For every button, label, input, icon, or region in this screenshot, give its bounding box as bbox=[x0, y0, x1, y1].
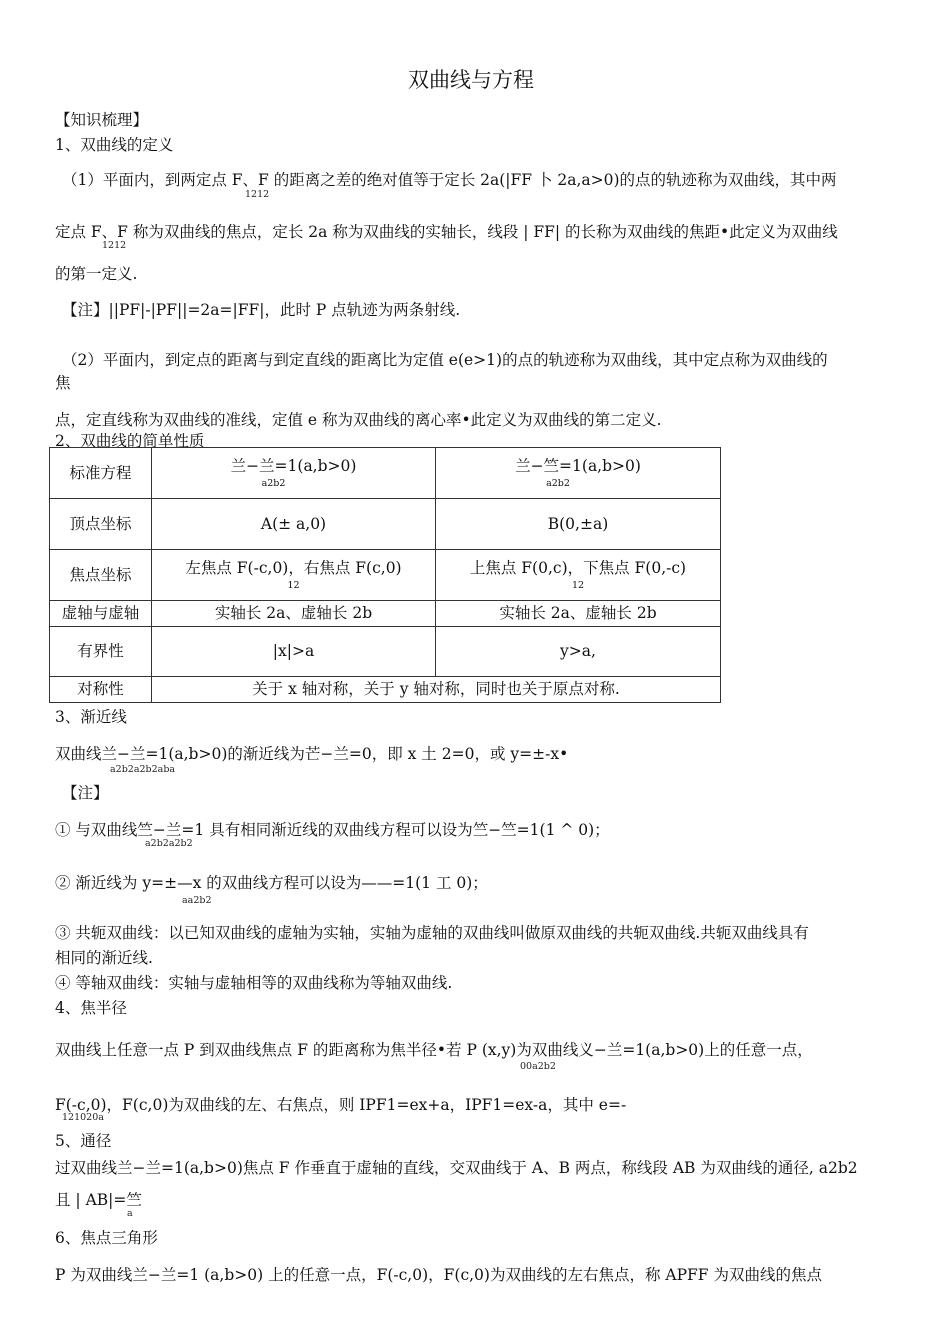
focal-radius-line-1-subscripts: 00a2b2 bbox=[520, 1061, 556, 1072]
latus-line-2-subscript: a bbox=[127, 1208, 133, 1219]
properties-table bbox=[49, 447, 721, 703]
asymptote-note-2-subscripts: aa2b2 bbox=[182, 895, 212, 906]
definition-2-line-2: 点，定直线称为双曲线的准线，定值 e 称为双曲线的离心率•此定义为双曲线的第二定义. bbox=[55, 411, 662, 429]
asymptote-line-1: 双曲线兰−兰=1(a,b>0)的渐近线为芒−兰=0，即 x 土 2=0，或 y=±-x• bbox=[55, 745, 569, 763]
cell-text: 上焦点 F(0,c)，下焦点 F(0,-c) bbox=[469, 558, 687, 577]
page-title: 双曲线与方程 bbox=[408, 68, 534, 92]
cell-subscript: 12 bbox=[571, 580, 585, 592]
row-label: 有界性 bbox=[50, 627, 152, 677]
table-row bbox=[50, 627, 721, 677]
cell-y-axis: B(0,±a) bbox=[436, 499, 721, 550]
cell-text: 左焦点 F(-c,0)，右焦点 F(c,0) bbox=[185, 558, 402, 577]
cell-x-axis bbox=[152, 550, 436, 601]
row-label: 标准方程 bbox=[50, 448, 152, 499]
section-5-heading: 5、通径 bbox=[55, 1132, 112, 1150]
focal-radius-line-2-subscripts: 121020a bbox=[62, 1112, 104, 1123]
definition-1-line-1-subscripts: 1212 bbox=[245, 189, 270, 200]
cell-text: 兰−竺=1(a,b>0) bbox=[515, 456, 641, 475]
asymptote-note-3b: 相同的渐近线. bbox=[55, 949, 153, 967]
definition-1-line-1: （1）平面内，到两定点 F、F 的距离之差的绝对值等于定长 2a(|FF 卜 2a,a>0)的点的轨迹称为双曲线，其中两 bbox=[62, 171, 837, 189]
note-1: 【注】||PF|-|PF||=2a=|FF|，此时 P 点轨迹为两条射线. bbox=[62, 301, 461, 319]
symmetry-value: 关于 x 轴对称，关于 y 轴对称，同时也关于原点对称. bbox=[152, 677, 721, 703]
asymptote-note-3a: ③ 共轭双曲线：以已知双曲线的虚轴为实轴，实轴为虚轴的双曲线叫做原双曲线的共轭双曲线.共轭双曲线具有 bbox=[55, 924, 809, 942]
knowledge-header: 【知识梳理】 bbox=[55, 111, 149, 129]
asymptote-line-1-subscripts: a2b2a2b2aba bbox=[110, 764, 176, 775]
row-label: 顶点坐标 bbox=[50, 499, 152, 550]
cell-subscript: a2b2 bbox=[546, 478, 570, 490]
table-row bbox=[50, 499, 721, 550]
section-3-heading: 3、渐近线 bbox=[55, 708, 127, 726]
cell-y-axis: 实轴长 2a、虚轴长 2b bbox=[436, 601, 721, 627]
asymptote-note-4: ④ 等轴双曲线：实轴与虚轴相等的双曲线称为等轴双曲线. bbox=[55, 974, 453, 992]
cell-y-axis: y>a, bbox=[436, 627, 721, 677]
section-1-heading: 1、双曲线的定义 bbox=[55, 136, 174, 154]
focal-radius-line-2: F(-c,0)，F(c,0)为双曲线的左、右焦点，则 IPF1=ex+a，IPF1=ex-a，其中 e=- bbox=[55, 1096, 627, 1114]
row-label: 虚轴与虚轴 bbox=[50, 601, 152, 627]
latus-line-2: 且 | AB|=竺 bbox=[55, 1191, 142, 1209]
table-row bbox=[50, 448, 721, 499]
table-row bbox=[50, 677, 721, 703]
cell-subscript: 12 bbox=[287, 580, 300, 592]
asymptote-note-2: ② 渐近线为 y=±—x 的双曲线方程可以设为——=1(1 工 0)； bbox=[55, 874, 488, 892]
cell-x-axis: A(± a,0) bbox=[152, 499, 436, 550]
row-label: 焦点坐标 bbox=[50, 550, 152, 601]
asymptote-note-header: 【注】 bbox=[62, 784, 109, 802]
cell-y-axis bbox=[436, 448, 721, 499]
focal-radius-line-1: 双曲线上任意一点 P 到双曲线焦点 F 的距离称为焦半径•若 P (x,y)为双曲线义−兰=1(a,b>0)上的任意一点， bbox=[55, 1041, 813, 1059]
section-2-heading: 2、双曲线的简单性质 bbox=[55, 432, 205, 450]
cell-x-axis: |x|>a bbox=[152, 627, 436, 677]
cell-x-axis: 实轴长 2a、虚轴长 2b bbox=[152, 601, 436, 627]
asymptote-note-1: ① 与双曲线竺−兰=1 具有相同渐近线的双曲线方程可以设为竺−竺=1(1 ^ 0)； bbox=[55, 821, 610, 839]
table-row bbox=[50, 601, 721, 627]
definition-2-line-1: （2）平面内，到定点的距离与到定直线的距离比为定值 e(e>1)的点的轨迹称为双曲线，其中定点称为双曲线的 bbox=[62, 351, 828, 369]
asymptote-note-1-subscripts: a2b2a2b2 bbox=[145, 838, 193, 849]
cell-subscript: a2b2 bbox=[261, 478, 286, 490]
section-4-heading: 4、焦半径 bbox=[55, 999, 127, 1017]
row-label: 对称性 bbox=[50, 677, 152, 703]
definition-2-line-1b: 焦 bbox=[55, 374, 71, 392]
cell-text: 兰−兰=1(a,b>0) bbox=[230, 456, 357, 475]
definition-1-line-2: 定点 F、F 称为双曲线的焦点，定长 2a 称为双曲线的实轴长，线段 | FF| 的长称为双曲线的焦距•此定义为双曲线 bbox=[55, 223, 838, 241]
focal-triangle-line-1: P 为双曲线兰−兰=1 (a,b>0) 上的任意一点，F(-c,0)，F(c,0)为双曲线的左右焦点，称 APFF 为双曲线的焦点 bbox=[55, 1266, 822, 1284]
table-row bbox=[50, 550, 721, 601]
cell-x-axis bbox=[152, 448, 436, 499]
definition-1-line-3: 的第一定义. bbox=[55, 265, 138, 283]
section-6-heading: 6、焦点三角形 bbox=[55, 1229, 158, 1247]
definition-1-line-2-subscripts: 1212 bbox=[102, 240, 127, 251]
latus-line-1: 过双曲线兰−兰=1(a,b>0)焦点 F 作垂直于虚轴的直线，交双曲线于 A、B 两点，称线段 AB 为双曲线的通径, a2b2 bbox=[55, 1159, 858, 1177]
cell-y-axis bbox=[436, 550, 721, 601]
